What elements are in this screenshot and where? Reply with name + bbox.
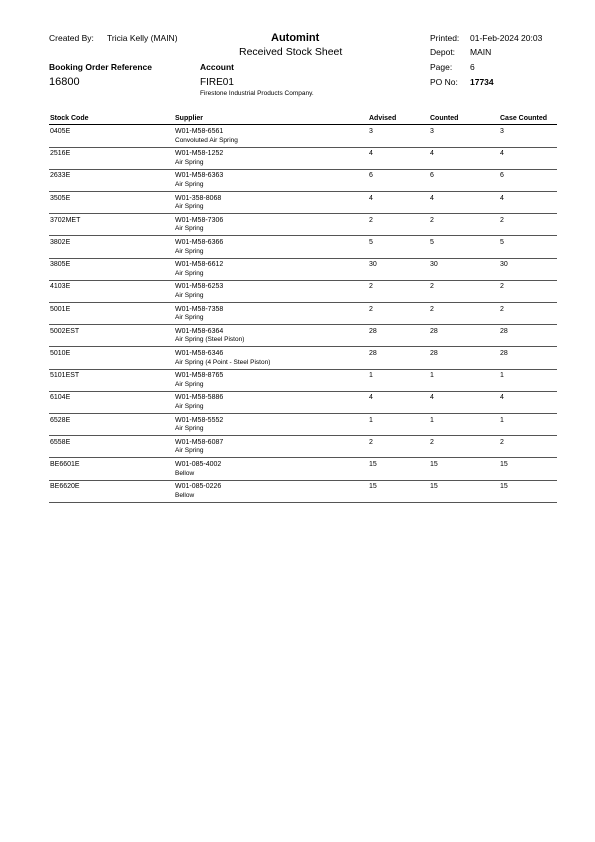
item-description: Bellow — [175, 469, 195, 477]
advised-qty: 1 — [369, 416, 373, 424]
supplier-code: W01-M58-5886 — [175, 394, 224, 402]
supplier-code: W01-M58-6346 — [175, 350, 224, 357]
counted-qty: 2 — [430, 216, 434, 224]
counted-qty: 6 — [430, 172, 434, 180]
row-divider — [49, 191, 557, 192]
supplier-code: W01-085-0226 — [175, 483, 222, 491]
counted-qty: 28 — [430, 350, 438, 357]
row-divider — [49, 346, 557, 347]
case-counted-qty: 30 — [500, 261, 508, 269]
case-counted-qty: 15 — [500, 483, 508, 491]
counted-qty: 4 — [430, 194, 434, 202]
counted-qty: 15 — [430, 483, 438, 491]
printed-value: 01-Feb-2024 20:03 — [470, 33, 543, 43]
booking-order-label: Booking Order Reference — [49, 62, 152, 72]
col-supplier: Supplier — [175, 115, 204, 122]
item-description: Air Spring — [175, 402, 204, 410]
case-counted-qty: 28 — [500, 350, 508, 357]
printed-label: Printed: — [430, 33, 460, 43]
stock-code: 3805E — [50, 261, 71, 269]
stock-code: 6104E — [50, 394, 71, 402]
advised-qty: 2 — [369, 438, 373, 446]
stock-code: 5001E — [50, 305, 71, 313]
row-divider — [49, 258, 557, 259]
page-label: Page: — [430, 62, 453, 72]
supplier-code: W01-M58-7306 — [175, 216, 224, 224]
page-number: 6 — [470, 62, 475, 72]
supplier-code: W01-M58-6366 — [175, 239, 224, 246]
case-counted-qty: 1 — [500, 372, 504, 380]
row-divider — [49, 280, 557, 281]
supplier-code: W01-358-8068 — [175, 194, 222, 202]
row-divider — [49, 235, 557, 236]
row-divider — [49, 213, 557, 214]
item-description: Air Spring — [175, 380, 204, 388]
item-description: Air Spring — [175, 203, 204, 211]
counted-qty: 15 — [430, 461, 438, 468]
advised-qty: 30 — [369, 261, 377, 269]
created-by-label: Created By: — [49, 33, 94, 43]
counted-qty: 2 — [430, 283, 434, 291]
depot-label: Depot: — [430, 47, 456, 57]
created-by-value: Tricia Kelly (MAIN) — [107, 33, 178, 43]
case-counted-qty: 15 — [500, 461, 508, 468]
row-divider — [49, 169, 557, 170]
col-counted: Counted — [430, 115, 459, 122]
supplier-code: W01-M58-6087 — [175, 438, 224, 446]
item-description: Air Spring — [175, 314, 204, 322]
supplier-code: W01-M58-6561 — [175, 128, 224, 135]
advised-qty: 3 — [369, 128, 373, 135]
row-divider — [49, 480, 557, 481]
stock-code: 6558E — [50, 438, 71, 446]
stock-code: 5002EST — [50, 327, 80, 335]
item-description: Convoluted Air Spring — [175, 136, 238, 144]
document-title: Received Stock Sheet — [239, 46, 343, 58]
po-label: PO No: — [430, 77, 458, 87]
account-label: Account — [200, 62, 234, 72]
advised-qty: 28 — [369, 327, 377, 335]
row-divider — [49, 435, 557, 436]
supplier-code: W01-M58-1252 — [175, 150, 224, 158]
row-divider — [49, 502, 557, 503]
item-description: Bellow — [175, 491, 195, 499]
account-code: FIRE01 — [200, 77, 234, 88]
supplier-code: W01-M58-6253 — [175, 283, 224, 291]
item-description: Air Spring — [175, 225, 204, 233]
counted-qty: 5 — [430, 239, 434, 246]
company-name: Automint — [271, 32, 320, 44]
item-description: Air Spring — [175, 291, 204, 299]
booking-order-value: 16800 — [49, 76, 80, 88]
case-counted-qty: 4 — [500, 150, 504, 158]
item-description: Air Spring — [175, 425, 204, 433]
case-counted-qty: 5 — [500, 239, 504, 246]
advised-qty: 4 — [369, 150, 373, 158]
counted-qty: 1 — [430, 416, 434, 424]
row-divider — [49, 413, 557, 414]
case-counted-qty: 4 — [500, 394, 504, 402]
stock-code: 2516E — [50, 150, 71, 158]
item-description: Air Spring — [175, 158, 204, 166]
stock-code: BE6601E — [50, 461, 80, 468]
po-number: 17734 — [470, 77, 494, 87]
item-description: Air Spring (4 Point - Steel Piston) — [175, 358, 271, 366]
counted-qty: 3 — [430, 128, 434, 135]
supplier-code: W01-M58-6363 — [175, 172, 224, 180]
item-description: Air Spring — [175, 247, 204, 255]
case-counted-qty: 28 — [500, 327, 508, 335]
item-description: Air Spring — [175, 447, 204, 455]
case-counted-qty: 2 — [500, 438, 504, 446]
supplier-code: W01-M58-7358 — [175, 305, 224, 313]
stock-code: 0405E — [50, 128, 71, 135]
stock-code: 2633E — [50, 172, 71, 180]
stock-code: 4103E — [50, 283, 71, 291]
case-counted-qty: 4 — [500, 194, 504, 202]
stock-code: 6528E — [50, 416, 71, 424]
supplier-code: W01-M58-6612 — [175, 261, 224, 269]
supplier-code: W01-M58-5552 — [175, 416, 224, 424]
advised-qty: 1 — [369, 372, 373, 380]
advised-qty: 2 — [369, 216, 373, 224]
item-description: Air Spring — [175, 269, 204, 277]
row-divider — [49, 457, 557, 458]
case-counted-qty: 3 — [500, 128, 504, 135]
header-rule — [49, 124, 557, 125]
row-divider — [49, 302, 557, 303]
advised-qty: 15 — [369, 483, 377, 491]
item-description: Air Spring — [175, 180, 204, 188]
stock-code: BE6620E — [50, 483, 80, 491]
counted-qty: 4 — [430, 394, 434, 402]
depot-value: MAIN — [470, 47, 492, 57]
advised-qty: 4 — [369, 194, 373, 202]
advised-qty: 5 — [369, 239, 373, 246]
stock-code: 3702MET — [50, 216, 81, 224]
advised-qty: 6 — [369, 172, 373, 180]
counted-qty: 2 — [430, 438, 434, 446]
counted-qty: 1 — [430, 372, 434, 380]
stock-code: 5010E — [50, 350, 71, 357]
case-counted-qty: 6 — [500, 172, 504, 180]
case-counted-qty: 2 — [500, 216, 504, 224]
item-description: Air Spring (Steel Piston) — [175, 336, 245, 344]
advised-qty: 2 — [369, 305, 373, 313]
row-divider — [49, 324, 557, 325]
case-counted-qty: 1 — [500, 416, 504, 424]
col-advised: Advised — [369, 115, 397, 122]
col-case-counted: Case Counted — [500, 115, 548, 122]
col-stock-code: Stock Code — [50, 115, 89, 122]
supplier-code: W01-085-4002 — [175, 461, 222, 468]
supplier-code: W01-M58-6364 — [175, 327, 224, 335]
case-counted-qty: 2 — [500, 283, 504, 291]
row-divider — [49, 391, 557, 392]
row-divider — [49, 147, 557, 148]
advised-qty: 28 — [369, 350, 377, 357]
counted-qty: 2 — [430, 305, 434, 313]
supplier-code: W01-M58-8765 — [175, 372, 224, 380]
case-counted-qty: 2 — [500, 305, 504, 313]
stock-code: 5101EST — [50, 372, 80, 380]
advised-qty: 15 — [369, 461, 377, 468]
stock-code: 3802E — [50, 239, 71, 246]
counted-qty: 30 — [430, 261, 438, 269]
account-name: Firestone Industrial Products Company. — [200, 90, 314, 97]
counted-qty: 4 — [430, 150, 434, 158]
counted-qty: 28 — [430, 327, 438, 335]
row-divider — [49, 369, 557, 370]
stock-code: 3505E — [50, 194, 71, 202]
advised-qty: 2 — [369, 283, 373, 291]
advised-qty: 4 — [369, 394, 373, 402]
